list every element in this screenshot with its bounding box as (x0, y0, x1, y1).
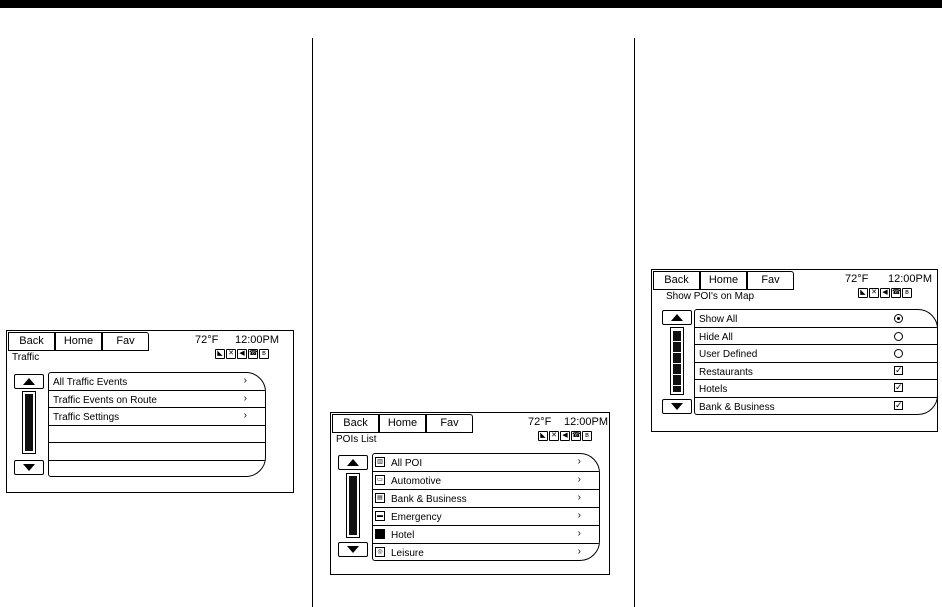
chevron-right-icon: › (577, 492, 581, 503)
temperature-readout: 72°F (845, 273, 869, 285)
scroll-down-button[interactable] (338, 542, 368, 557)
chevron-right-icon: › (577, 546, 581, 557)
scrollbar-thumb[interactable] (673, 330, 681, 392)
back-button[interactable]: Back (332, 414, 379, 433)
list-item-empty (49, 461, 265, 478)
speaker-icon: ◀ (237, 349, 247, 359)
mute-icon: ✕ (869, 288, 879, 298)
pois-list-screen (330, 412, 610, 575)
hotel-icon (375, 529, 385, 539)
emergency-icon: ▬ (377, 513, 383, 519)
radio-unselected-icon[interactable] (894, 349, 903, 358)
column-divider-left (312, 38, 313, 607)
list-item[interactable]: Hide All (695, 328, 937, 346)
radio-selected-icon[interactable] (894, 314, 903, 323)
screen-title: Show POI's on Map (666, 291, 755, 302)
traffic-menu-list (48, 372, 266, 477)
home-button[interactable]: Home (700, 271, 747, 290)
chevron-right-icon: › (577, 474, 581, 485)
back-button[interactable]: Back (653, 271, 700, 290)
list-item[interactable]: Hotel › (373, 526, 599, 544)
column-divider-right (634, 38, 635, 607)
list-item[interactable]: ◎ Leisure › (373, 544, 599, 561)
phone-signal-icon: ◣ (215, 349, 225, 359)
chevron-right-icon: › (243, 392, 247, 404)
list-item[interactable]: Hotels ✓ (695, 380, 937, 398)
status-icons (215, 349, 269, 359)
home-button[interactable]: Home (55, 332, 102, 351)
poi-display-options-list (694, 309, 938, 415)
scroll-up-button[interactable] (14, 374, 44, 389)
chevron-right-icon: › (577, 528, 581, 539)
all-poi-icon: ▥ (375, 457, 385, 467)
scroll-up-button[interactable] (662, 310, 692, 325)
clock-readout: 12:00PM (888, 273, 933, 285)
list-item-empty (49, 426, 265, 444)
list-item[interactable]: Show All (695, 310, 937, 328)
scrollbar-track[interactable] (346, 473, 360, 538)
radio-unselected-icon[interactable] (894, 332, 903, 341)
phone-signal-icon: ◣ (538, 431, 548, 441)
screen-title: Traffic (12, 352, 40, 363)
scrollbar-track[interactable] (670, 327, 684, 395)
clock-readout: 12:00PM (235, 334, 280, 346)
bluetooth-icon: ʙ (259, 349, 269, 359)
list-item[interactable]: Restaurants ✓ (695, 363, 937, 381)
scroll-down-button[interactable] (662, 399, 692, 414)
mute-icon: ✕ (549, 431, 559, 441)
traffic-screen (6, 330, 294, 493)
status-icons (538, 431, 592, 441)
home-button[interactable]: Home (379, 414, 426, 433)
screen-title: POIs List (336, 434, 377, 445)
temperature-readout: 72°F (195, 334, 219, 346)
fav-button[interactable]: Fav (426, 414, 473, 433)
phone-call-icon: ☎ (892, 289, 901, 296)
scroll-up-button[interactable] (338, 455, 368, 470)
temperature-readout: 72°F (528, 416, 552, 428)
chevron-right-icon: › (243, 375, 247, 386)
status-icons (858, 288, 912, 298)
chevron-right-icon: › (577, 510, 581, 521)
phone-signal-icon: ◣ (858, 288, 868, 298)
scroll-down-button[interactable] (14, 460, 44, 475)
fav-button[interactable]: Fav (102, 332, 149, 351)
chevron-right-icon: › (243, 410, 247, 421)
list-item-empty (49, 443, 265, 461)
list-item[interactable]: ▤ Bank & Business › (373, 490, 599, 508)
chevron-right-icon: › (577, 456, 581, 467)
page-top-bar (0, 0, 942, 8)
bluetooth-icon: ʙ (582, 431, 592, 441)
bank-icon: ▤ (375, 493, 385, 503)
bluetooth-icon: ʙ (902, 288, 912, 298)
scrollbar-thumb[interactable] (349, 476, 357, 535)
clock-readout: 12:00PM (564, 416, 609, 428)
poi-category-list (372, 453, 600, 561)
speaker-icon: ◀ (560, 431, 570, 441)
scrollbar-thumb[interactable] (25, 394, 33, 451)
checkbox-checked-icon[interactable]: ✓ (895, 399, 903, 410)
back-button[interactable]: Back (8, 332, 55, 351)
list-item[interactable]: User Defined (695, 345, 937, 363)
list-item[interactable]: ▬ Emergency › (373, 508, 599, 526)
list-item[interactable]: Traffic Settings › (49, 408, 265, 426)
fav-button[interactable]: Fav (747, 271, 794, 290)
car-icon: ▭ (375, 475, 385, 485)
checkbox-checked-icon[interactable]: ✓ (895, 364, 903, 375)
list-item[interactable]: Bank & Business ✓ (699, 399, 903, 413)
leisure-icon: ◎ (375, 547, 385, 557)
list-item[interactable]: All Traffic Events › (49, 373, 265, 391)
list-item[interactable]: ▥ All POI › (373, 454, 599, 472)
speaker-icon: ◀ (880, 288, 890, 298)
mute-icon: ✕ (226, 349, 236, 359)
checkbox-checked-icon[interactable]: ✓ (895, 382, 903, 392)
list-item[interactable]: Traffic Events on Route › (49, 391, 265, 409)
show-pois-on-map-screen (651, 269, 938, 432)
phone-call-icon: ☎ (572, 432, 581, 439)
scrollbar-track[interactable] (22, 391, 36, 454)
list-item[interactable]: ▭ Automotive › (373, 472, 599, 490)
phone-call-icon: ☎ (249, 350, 258, 357)
